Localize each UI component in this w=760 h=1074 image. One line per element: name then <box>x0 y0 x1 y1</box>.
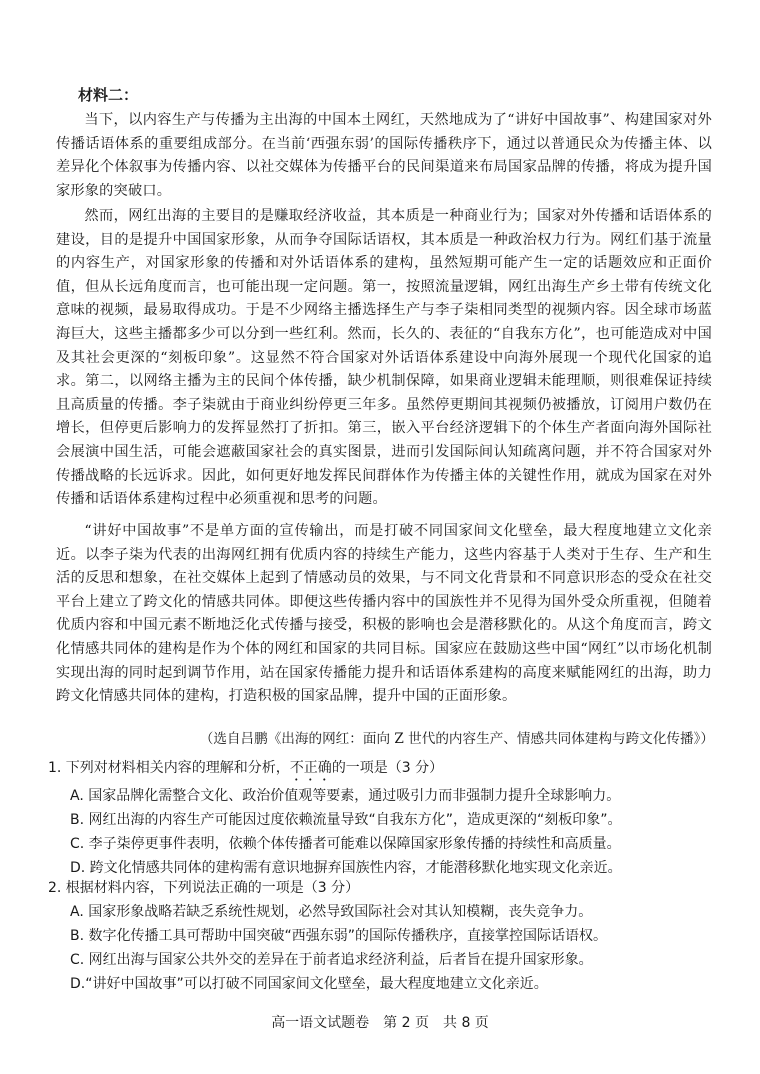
material-heading: 材料二： <box>78 86 139 104</box>
passage-paragraph-1: 当下，以内容生产与传播为主出海的中国本土网红，天然地成为了“讲好中国故事”、构建国家对外传播话语体系的重要组成部分。在当前‘西强东弱’的国际传播秩序下，通过以普通民众为传播主体、以差异化个体叙事为传播内容、以社交媒体为传播平台的民间渠道来布局国家品牌的传播，将成为提升国家形象的突破口。 <box>56 112 712 199</box>
question-1-option-a: A. 国家品牌化需整合文化、政治价值观等要素，通过吸引力而非强制力提升全球影响力。 <box>70 788 621 804</box>
question-1-option-c: C. 李子柒停更事件表明，依赖个体传播者可能难以保障国家形象传播的持续性和高质量。 <box>70 836 621 852</box>
question-1 <box>48 756 718 880</box>
question-1-emphasis: 不正确 <box>289 760 332 776</box>
question-2 <box>48 876 718 996</box>
question-2-option-b: B. 数字化传播工具可帮助中国突破“西强东弱”的国际传播秩序，直接掌控国际话语权。 <box>70 928 608 944</box>
passage-paragraph-2: 然而，网红出海的主要目的是赚取经济收益，其本质是一种商业行为；国家对外传播和话语体系的建设，目的是提升中国国家形象，从而争夺国际话语权，其本质是一种政治权力行为。网红们基于流量的内容生产，对国家形象的传播和对外话语体系的建构，虽然短期可能产生一定的话题效应和正面价值，但从长远角度而言，也可能出现一定问题。第一，按照流量逻辑，网红出海生产乡土带有传统文化意味的视频，最易取得成功。于是不少网络主播选择生产与李子柒相同类型的视频内容。因全球市场蓝海巨大，这些主播都多少可以分到一些红利。然而，长久的、表征的“自我东方化”，也可能造成对中国及其社会更深的“刻板印象”。这显然不符合国家对外话语体系建设中向海外展现一个现代化国家的追求。第二，以网络主播为主的民间个体传播，缺少机制保障，如果商业逻辑未能理顺，则很难保证持续且高质量的传播。李子柒就由于商业纠纷停更三年多。虽然停更期间其视频仍被播放，订阅用户数仍在增长，但停更后影响力的发挥显然打了折扣。第三，嵌入平台经济逻辑下的个体生产者面向海外国际社会展演中国生活，可能会遮蔽国家社会的真实图景，进而引发国际间认知疏离问题，并不符合国家对外传播战略的长远诉求。因此，如何更好地发挥民间群体作为传播主体的关键性作用，就成为国家在对外传播和话语体系建构过程中必须重视和思考的问题。 <box>56 208 712 508</box>
question-1-stem-tail: 的一项是（3 分） <box>331 760 444 776</box>
question-2-option-a: A. 国家形象战略若缺乏系统性规划，必然导致国际社会对其认知模糊，丧失竞争力。 <box>70 904 593 920</box>
question-1-stem <box>48 756 718 784</box>
question-1-option-d: D. 跨文化情感共同体的建构需有意识地摒弃国族性内容，才能潜移默化地实现文化亲近。 <box>70 860 622 876</box>
page-footer: 高一语文试题卷 第 2 页 共 8 页 <box>271 1015 489 1031</box>
passage-paragraph-3: “讲好中国故事”不是单方面的宣传输出，而是打破不同国家间文化壁垒，最大程度地建立文化亲近。以李子柒为代表的出海网红拥有优质内容的持续生产能力，这些内容基于人类对于生存、生产和生活的反思和想象，在社交媒体上起到了情感动员的效果，与不同文化背景和不同意识形态的受众在社交平台上建立了跨文化的情感共同体。即便这些传播内容中的国族性并不见得为国外受众所重视，但随着优质内容和中国元素不断地泛化式传播与接受，积极的影响也会是潜移默化的。从这个角度而言，跨文化情感共同体的建构是作为个体的网红和国家的共同目标。国家应在鼓励这些中国“网红”以市场化机制实现出海的同时起到调节作用，站在国家传播能力提升和话语体系建构的高度来赋能网红的出海，助力跨文化情感共同体的建构，打造积极的国家品牌，提升中国的正面形象。 <box>56 523 712 705</box>
source-citation: （选自吕鹏《出海的网红：面向 Z 世代的内容生产、情感共同体建构与跨文化传播》） <box>199 731 714 747</box>
question-2-option-d: D.“讲好中国故事”可以打破不同国家间文化壁垒，最大程度地建立文化亲近。 <box>70 976 548 992</box>
question-1-stem-text: 1. 下列对材料相关内容的理解和分析， <box>48 760 290 776</box>
question-2-stem: 2. 根据材料内容，下列说法正确的一项是（3 分） <box>48 880 360 896</box>
question-2-option-c: C. 网红出海与国家公共外交的差异在于前者追求经济利益，后者旨在提升国家形象。 <box>70 952 593 968</box>
question-1-option-b: B. 网红出海的内容生产可能因过度依赖流量导致“自我东方化”，造成更深的“刻板印象”。 <box>70 812 622 828</box>
